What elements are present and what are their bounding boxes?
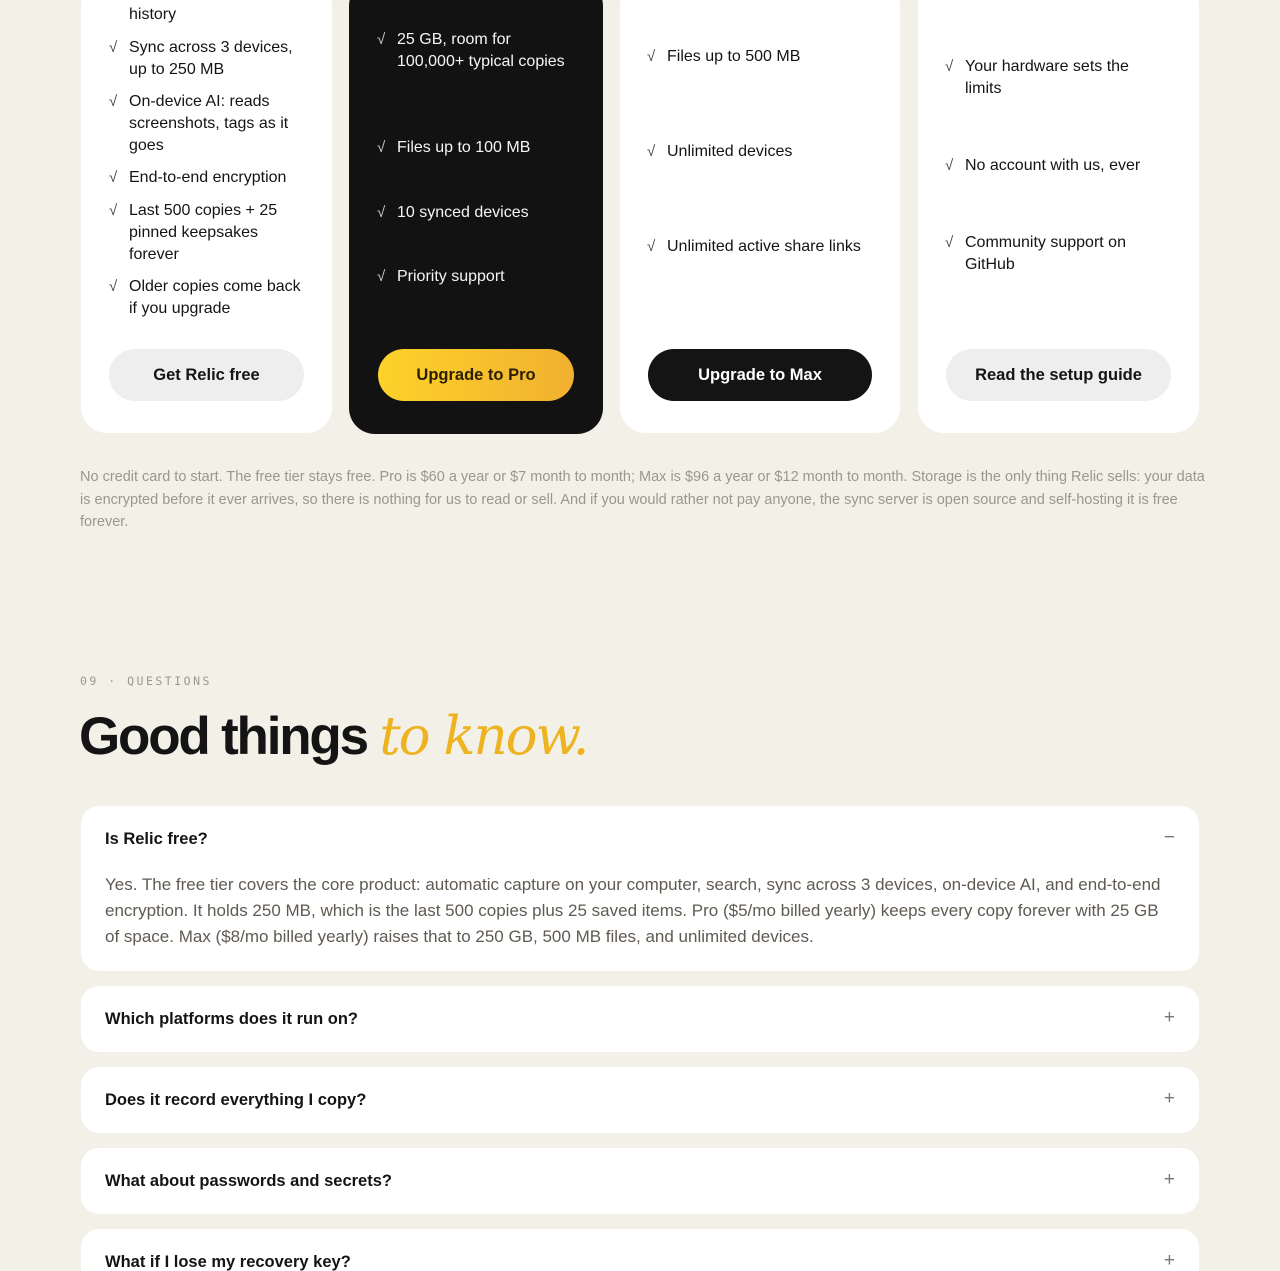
check-icon: √ [647, 48, 656, 65]
check-icon: √ [377, 139, 386, 156]
feature-text: Community support on GitHub [965, 234, 1126, 273]
faq-item[interactable] [81, 1067, 1199, 1133]
feature-text: End-to-end encryption [129, 169, 287, 186]
feature-text: Unlimited active share links [667, 238, 861, 255]
check-icon: √ [377, 31, 386, 48]
check-icon: √ [377, 268, 386, 285]
section-heading [79, 704, 588, 770]
feature-item [109, 276, 309, 320]
faq-question[interactable]: Which platforms does it run on? [105, 1010, 358, 1028]
faq-item[interactable] [81, 1229, 1199, 1271]
feature-text: Older copies come back if you upgrade [129, 278, 301, 317]
feature-item [109, 167, 319, 189]
check-icon: √ [109, 39, 118, 56]
check-icon: √ [109, 278, 118, 295]
feature-item [945, 155, 1185, 177]
heading-accent: to know. [379, 706, 588, 767]
feature-item [377, 266, 587, 288]
feature-text: Files up to 100 MB [397, 139, 531, 156]
faq-answer: Yes. The free tier covers the core product: automatic capture on your computer, search, sync across 3 devices, on-device AI, and end-to-end encryption. It holds 250 MB, which is the last 500 copies plus 25 saved items. Pro ($5/mo billed yearly) keeps every copy forever with 25 GB of space. Max ($8/mo billed yearly) raises that to 250 GB, 500 MB files, and unlimited devices. [105, 875, 1161, 946]
faq-question[interactable]: Is Relic free? [105, 830, 208, 848]
feature-text: Unlimited devices [667, 143, 793, 160]
feature-item [377, 137, 587, 159]
check-icon: √ [109, 202, 118, 219]
faq-question[interactable]: What about passwords and secrets? [105, 1172, 392, 1190]
faq-item-open[interactable] [81, 806, 1199, 971]
read-setup-guide-button[interactable]: Read the setup guide [946, 349, 1171, 401]
check-icon: √ [109, 93, 118, 110]
feature-text: 10 synced devices [397, 204, 529, 221]
expand-icon[interactable]: + [1163, 1088, 1175, 1109]
feature-text: Last 500 copies + 25 pinned keepsakes forever [129, 202, 278, 263]
feature-item [647, 236, 892, 258]
pricing-footnote: No credit card to start. The free tier stays free. Pro is $60 a year or $7 month to month; Max is $96 a year or $12 month to month. Storage is the only thing Relic sells: your data is encrypted before it ever arrives, so there is nothing for us to read or sell. And if you would rather not pay anyone, the sync server is open source and self-hosting it is free forever. [80, 469, 1205, 530]
check-icon: √ [945, 58, 954, 75]
feature-text: On-device AI: reads screenshots, tags as it goes [129, 93, 289, 154]
check-icon: √ [109, 169, 118, 186]
upgrade-to-pro-button[interactable]: Upgrade to Pro [378, 349, 574, 401]
expand-icon[interactable]: + [1163, 1007, 1175, 1028]
feature-item [945, 56, 1165, 100]
check-icon: √ [647, 143, 656, 160]
check-icon: √ [647, 238, 656, 255]
feature-item [377, 29, 577, 73]
faq-question[interactable]: Does it record everything I copy? [105, 1091, 367, 1109]
feature-item [109, 4, 309, 26]
feature-text: Files up to 500 MB [667, 48, 801, 65]
upgrade-to-max-button[interactable]: Upgrade to Max [648, 349, 872, 401]
feature-item [109, 37, 309, 81]
feature-text: Sync across 3 devices, up to 250 MB [129, 39, 293, 78]
heading-main: Good things [79, 707, 380, 766]
feature-text: Priority support [397, 268, 505, 285]
feature-item [647, 141, 887, 163]
faq-item[interactable] [81, 1148, 1199, 1214]
expand-icon[interactable]: + [1163, 1250, 1175, 1271]
faq-item[interactable] [81, 986, 1199, 1052]
feature-item [109, 91, 309, 157]
feature-item [945, 232, 1165, 276]
feature-text: history [129, 6, 177, 23]
section-eyebrow: 09 · QUESTIONS [80, 674, 212, 688]
feature-text: 25 GB, room for 100,000+ typical copies [397, 31, 565, 70]
feature-text: No account with us, ever [965, 157, 1141, 174]
check-icon: √ [945, 234, 954, 251]
check-icon: √ [377, 204, 386, 221]
faq-question[interactable]: What if I lose my recovery key? [105, 1253, 351, 1271]
expand-icon[interactable]: + [1163, 1169, 1175, 1190]
feature-text: Your hardware sets the limits [965, 58, 1129, 97]
feature-item [647, 46, 887, 68]
feature-item [109, 200, 309, 266]
check-icon: √ [945, 157, 954, 174]
get-relic-free-button[interactable]: Get Relic free [109, 349, 304, 401]
collapse-icon[interactable]: − [1163, 827, 1175, 848]
feature-item [377, 202, 587, 224]
